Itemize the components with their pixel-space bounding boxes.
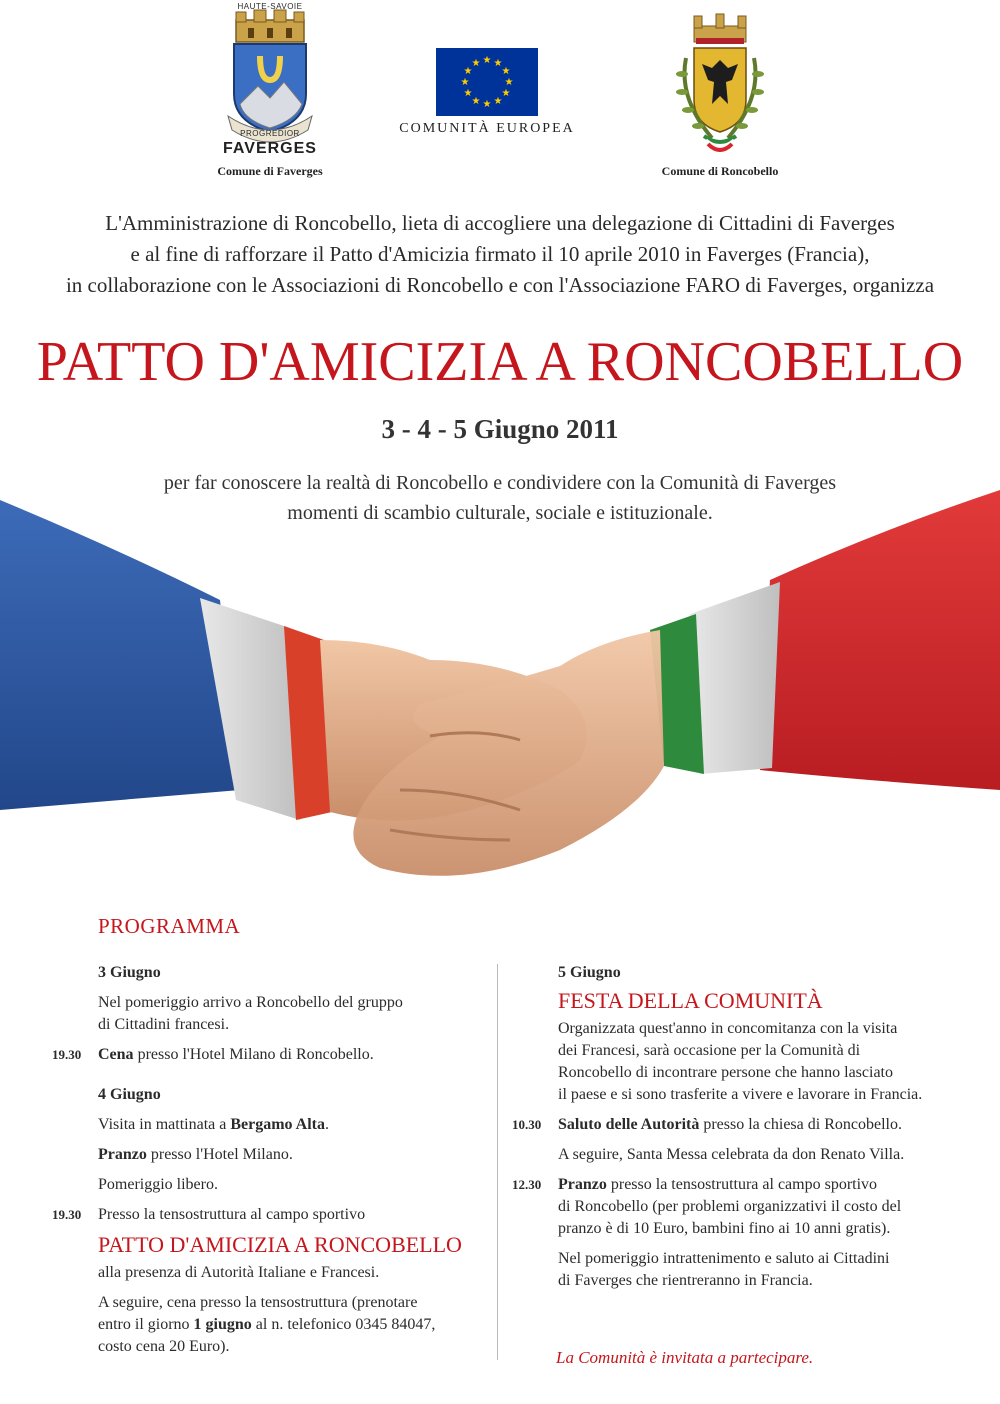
program-right-column <box>512 962 958 1300</box>
event-subtitle: PATTO D'AMICIZIA A RONCOBELLO <box>98 1232 462 1257</box>
roncobello-logo <box>660 8 780 158</box>
time-label: 19.30 <box>52 1047 82 1062</box>
program-bold: Pranzo <box>558 1176 607 1193</box>
roncobello-caption: Comune di Roncobello <box>661 164 779 178</box>
intro-line: L'Amministrazione di Roncobello, lieta di accogliere una delegazione di Cittadini di Faverges <box>105 211 895 235</box>
time-label: 10.30 <box>512 1117 542 1132</box>
svg-text:★: ★ <box>482 99 492 110</box>
program-text: A seguire, cena presso la tensostruttura (prenotare <box>98 1294 418 1311</box>
program-text: costo cena 20 Euro). <box>98 1338 230 1355</box>
intro-line: e al fine di rafforzare il Patto d'Amicizia firmato il 10 aprile 2010 in Faverges (Francia), <box>130 242 870 266</box>
program-text: pranzo è di 10 Euro, bambini fino ai 10 anni gratis). <box>558 1220 891 1237</box>
program-text: . <box>325 1116 329 1133</box>
program-text: di Cittadini francesi. <box>98 1016 230 1033</box>
program-bold: Pranzo <box>98 1146 147 1163</box>
faverges-caption: Comune di Faverges <box>217 164 323 178</box>
faverges-name-text: FAVERGES <box>223 140 317 157</box>
column-divider <box>497 964 498 1360</box>
day-heading: 5 Giugno <box>558 964 621 981</box>
program-text: Visita in mattinata a <box>98 1116 231 1133</box>
roncobello-coat-of-arms-icon <box>660 8 780 158</box>
eu-logo <box>436 48 538 116</box>
program-text: di Faverges che rientreranno in Francia. <box>558 1272 813 1289</box>
program-text: dei Francesi, sarà occasione per la Comunità di <box>558 1042 861 1059</box>
program-text: Organizzata quest'anno in concomitanza con la visita <box>558 1020 898 1037</box>
program-text: al n. telefonico 0345 84047, <box>251 1316 436 1333</box>
faverges-logo <box>210 4 330 176</box>
eu-caption: COMUNITÀ EUROPEA <box>399 121 575 136</box>
program-bold: Cena <box>98 1046 134 1063</box>
closing-invitation: La Comunità è invitata a partecipare. <box>556 1348 814 1367</box>
svg-text:★: ★ <box>504 77 514 88</box>
program-text: il paese e si sono trasferite a vivere e lavorare in Francia. <box>558 1086 923 1103</box>
program-bold: Saluto delle Autorità <box>558 1116 700 1133</box>
program-label: PROGRAMMA <box>98 914 241 938</box>
intro-paragraph <box>40 208 960 301</box>
time-label: 19.30 <box>52 1207 82 1222</box>
italian-sleeve <box>760 490 1000 790</box>
event-dates: 3 - 4 - 5 Giugno 2011 <box>381 414 619 444</box>
program-text: presso l'Hotel Milano. <box>146 1146 293 1163</box>
svg-text:★: ★ <box>501 88 511 99</box>
svg-text:★: ★ <box>471 58 481 69</box>
day-heading: 3 Giugno <box>98 964 161 981</box>
french-sleeve <box>0 500 240 810</box>
program-text: Presso la tensostruttura al campo sportivo <box>98 1206 366 1223</box>
purpose-line: momenti di scambio culturale, sociale e istituzionale. <box>287 502 713 524</box>
svg-text:★: ★ <box>482 55 492 66</box>
eu-flag-icon <box>436 48 538 116</box>
program-text: Nel pomeriggio intrattenimento e saluto ai Cittadini <box>558 1250 890 1267</box>
time-label: 12.30 <box>512 1177 542 1192</box>
main-title: PATTO D'AMICIZIA A RONCOBELLO <box>36 331 964 393</box>
svg-text:★: ★ <box>463 66 473 77</box>
svg-text:★: ★ <box>463 88 473 99</box>
day-heading: 4 Giugno <box>98 1086 161 1103</box>
handshake-illustration <box>0 490 1000 910</box>
program-text: presso l'Hotel Milano di Roncobello. <box>133 1046 374 1063</box>
program-text: Roncobello di incontrare persone che hanno lasciato <box>558 1064 893 1081</box>
program-text: A seguire, Santa Messa celebrata da don Renato Villa. <box>558 1146 905 1163</box>
svg-text:★: ★ <box>493 96 503 107</box>
purpose-line: per far conoscere la realtà di Roncobello e condividere con la Comunità di Faverges <box>163 472 837 494</box>
program-text: Nel pomeriggio arrivo a Roncobello del gruppo <box>98 994 403 1011</box>
italian-cuff-white <box>690 582 780 774</box>
program-text: Pomeriggio libero. <box>98 1176 218 1193</box>
faverges-region-text: HAUTE-SAVOIE <box>237 2 303 11</box>
festa-heading: FESTA DELLA COMUNITÀ <box>558 988 823 1013</box>
program-bold: Bergamo Alta <box>230 1116 325 1133</box>
svg-text:★: ★ <box>501 66 511 77</box>
program-bold: 1 giugno <box>193 1316 252 1333</box>
program-left-column <box>52 962 488 1366</box>
program-text: presso la chiesa di Roncobello. <box>699 1116 902 1133</box>
program-text: entro il giorno <box>98 1316 194 1333</box>
program-text: di Roncobello (per problemi organizzativi il costo del <box>558 1198 902 1215</box>
program-text: alla presenza di Autorità Italiane e Francesi. <box>98 1264 380 1281</box>
faverges-motto-text: PROGREDIOR <box>240 129 300 138</box>
svg-text:★: ★ <box>493 58 503 69</box>
intro-line: in collaborazione con le Associazioni di Roncobello e con l'Associazione FARO di Faverges, organizza <box>65 273 935 297</box>
svg-text:★: ★ <box>460 77 470 88</box>
svg-text:★: ★ <box>471 96 481 107</box>
program-text: presso la tensostruttura al campo sportivo <box>606 1176 878 1193</box>
